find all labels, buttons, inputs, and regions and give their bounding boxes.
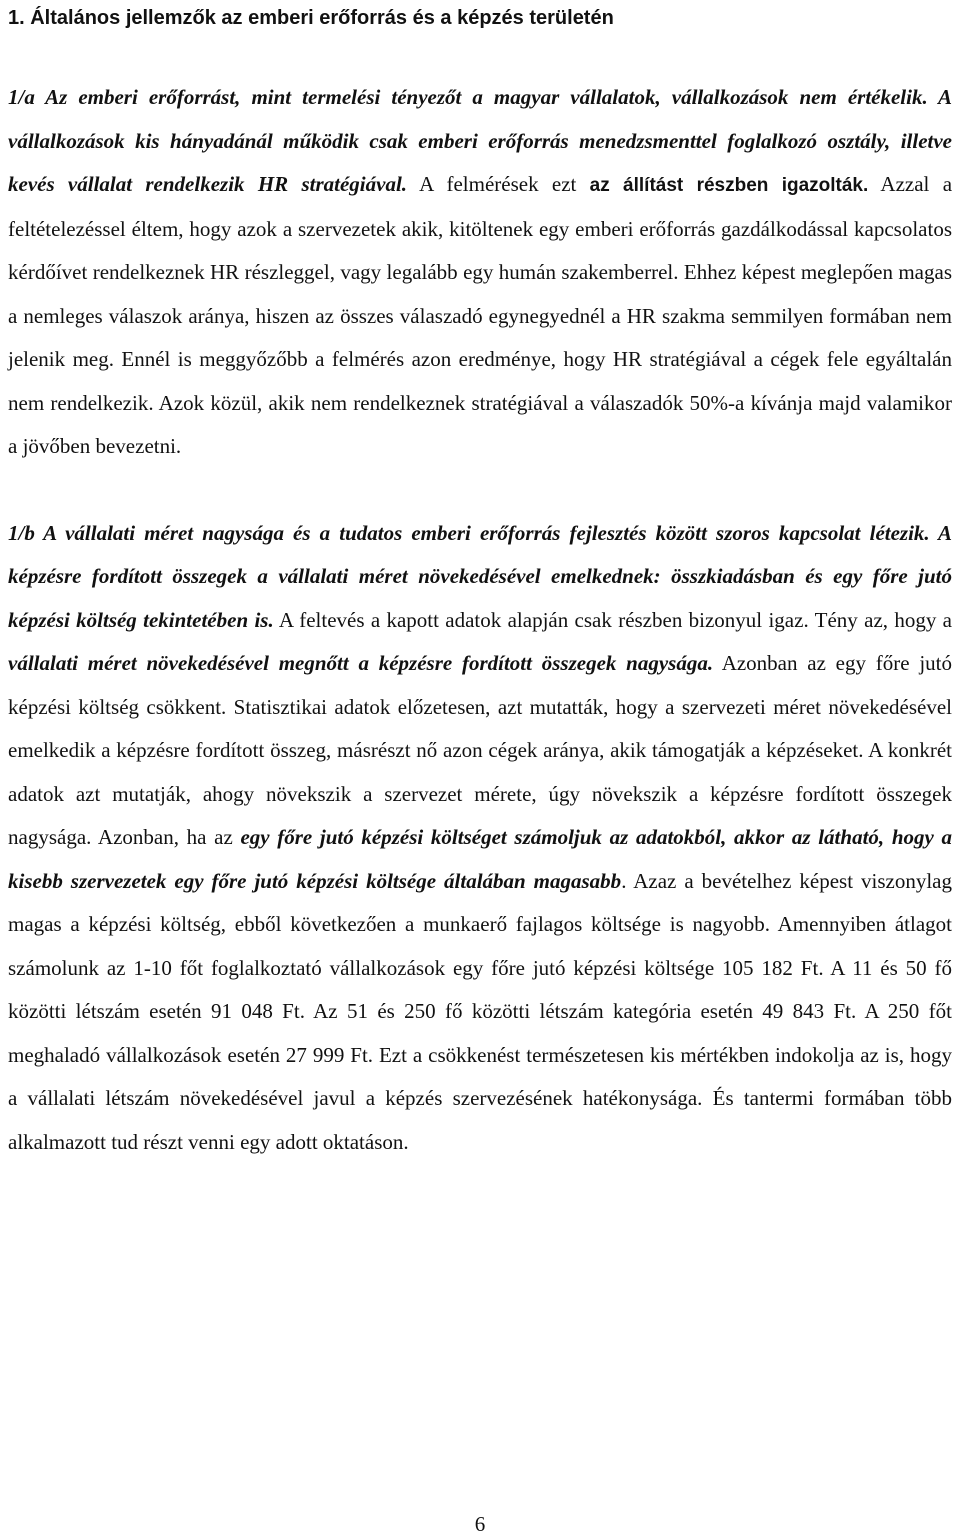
verdict-bold: az állítást részben igazolták (589, 175, 864, 196)
section-heading: 1. Általános jellemzők az emberi erőforrás és a képzés területén (8, 7, 614, 29)
paragraph-1b-text-3: . Azaz a bevételhez képest viszonylag magas a képzési költség, ebből következően a munkaerő fajlagos költsége is nagyobb. Amennyiben átlagot számolunk az 1-10 főt foglalkoztató vállalkozások egy főre jutó képzési költsége 105 182 Ft. A 11 és 50 fő közötti létszám esetén 91 048 Ft. Az 51 és 250 fő közötti létszám kategória esetén 49 843 Ft. A 250 főt meghaladó vállalkozások esetén 27 999 Ft. Ezt a csökkenést természetesen kis mértékben indokolja az is, hogy a vállalati létszám növekedésével javul a képzés szervezésének hatékonysága. És tantermi formában több alkalmazott tud részt venni egy adott oktatáson. (8, 868, 952, 1154)
paragraph-1b-bold-1: vállalati méret növekedésével megnőtt a képzésre fordított összegek nagysága. (8, 651, 714, 675)
verdict-dot: . (863, 175, 869, 196)
paragraph-1b (8, 512, 952, 1165)
paragraph-1a (8, 76, 952, 469)
verdict-prefix: A felmérések ezt (407, 172, 590, 196)
document-page (8, 0, 952, 1164)
claim-1b: 1/b A vállalati méret nagysága és a tudatos emberi erőforrás fejlesztés között szoros kapcsolat létezik. A képzésre fordított összegek a vállalati méret növekedésével emelkednek: összkiadásban és egy főre jutó képzési költség tekintetében is. (8, 520, 952, 632)
paragraph-1b-bold-2: egy főre jutó képzési költséget számoljuk az adatokból, akkor az látható, hogy a kisebb szervezetek egy főre jutó képzési költsége általában magasabb (8, 825, 952, 893)
paragraph-1b-text-2: Azonban az egy főre jutó képzési költség csökkent. Statisztikai adatok előzetesen, azt mutatták, hogy a szervezeti méret növekedésével emelkedik a képzésre fordított összeg, másrészt nő azon cégek aránya, akik támogatják a képzéseket. A konkrét adatok azt mutatják, ahogy növekszik a szervezet mérete, úgy növekszik a képzésre fordított összegek nagysága. Azonban, ha az (8, 651, 952, 849)
page-number: 6 (474, 1512, 486, 1536)
paragraph-1b-text-1: A feltevés a kapott adatok alapján csak részben bizonyul igaz. Tény az, hogy a (273, 607, 952, 632)
claim-1a: 1/a Az emberi erőforrást, mint termelési tényezőt a magyar vállalatok, vállalkozások nem értékelik. A vállalkozások kis hányadánál működik csak emberi erőforrás menedzsmenttel foglalkozó osztály, illetve kevés vállalat rendelkezik HR stratégiával. (8, 85, 952, 196)
paragraph-1a-body: Azzal a feltételezéssel éltem, hogy azok a szervezetek akik, kitöltenek egy emberi erőforrás gazdálkodással kapcsolatos kérdőívet rendelkeznek HR részleggel, vagy legalább egy humán szakemberrel. Ehhez képest meglepően magas a nemleges válaszok aránya, hiszen az összes válaszadó egynegyednél a HR szakma semmilyen formában nem jelenik meg. Ennél is meggyőzőbb a felmérés azon eredménye, hogy HR stratégiával a cégek fele egyáltalán nem rendelkezik. Azok közül, akik nem rendelkeznek stratégiával a válaszadók 50%-a kívánja majd valamikor a jövőben bevezetni. (8, 172, 953, 458)
